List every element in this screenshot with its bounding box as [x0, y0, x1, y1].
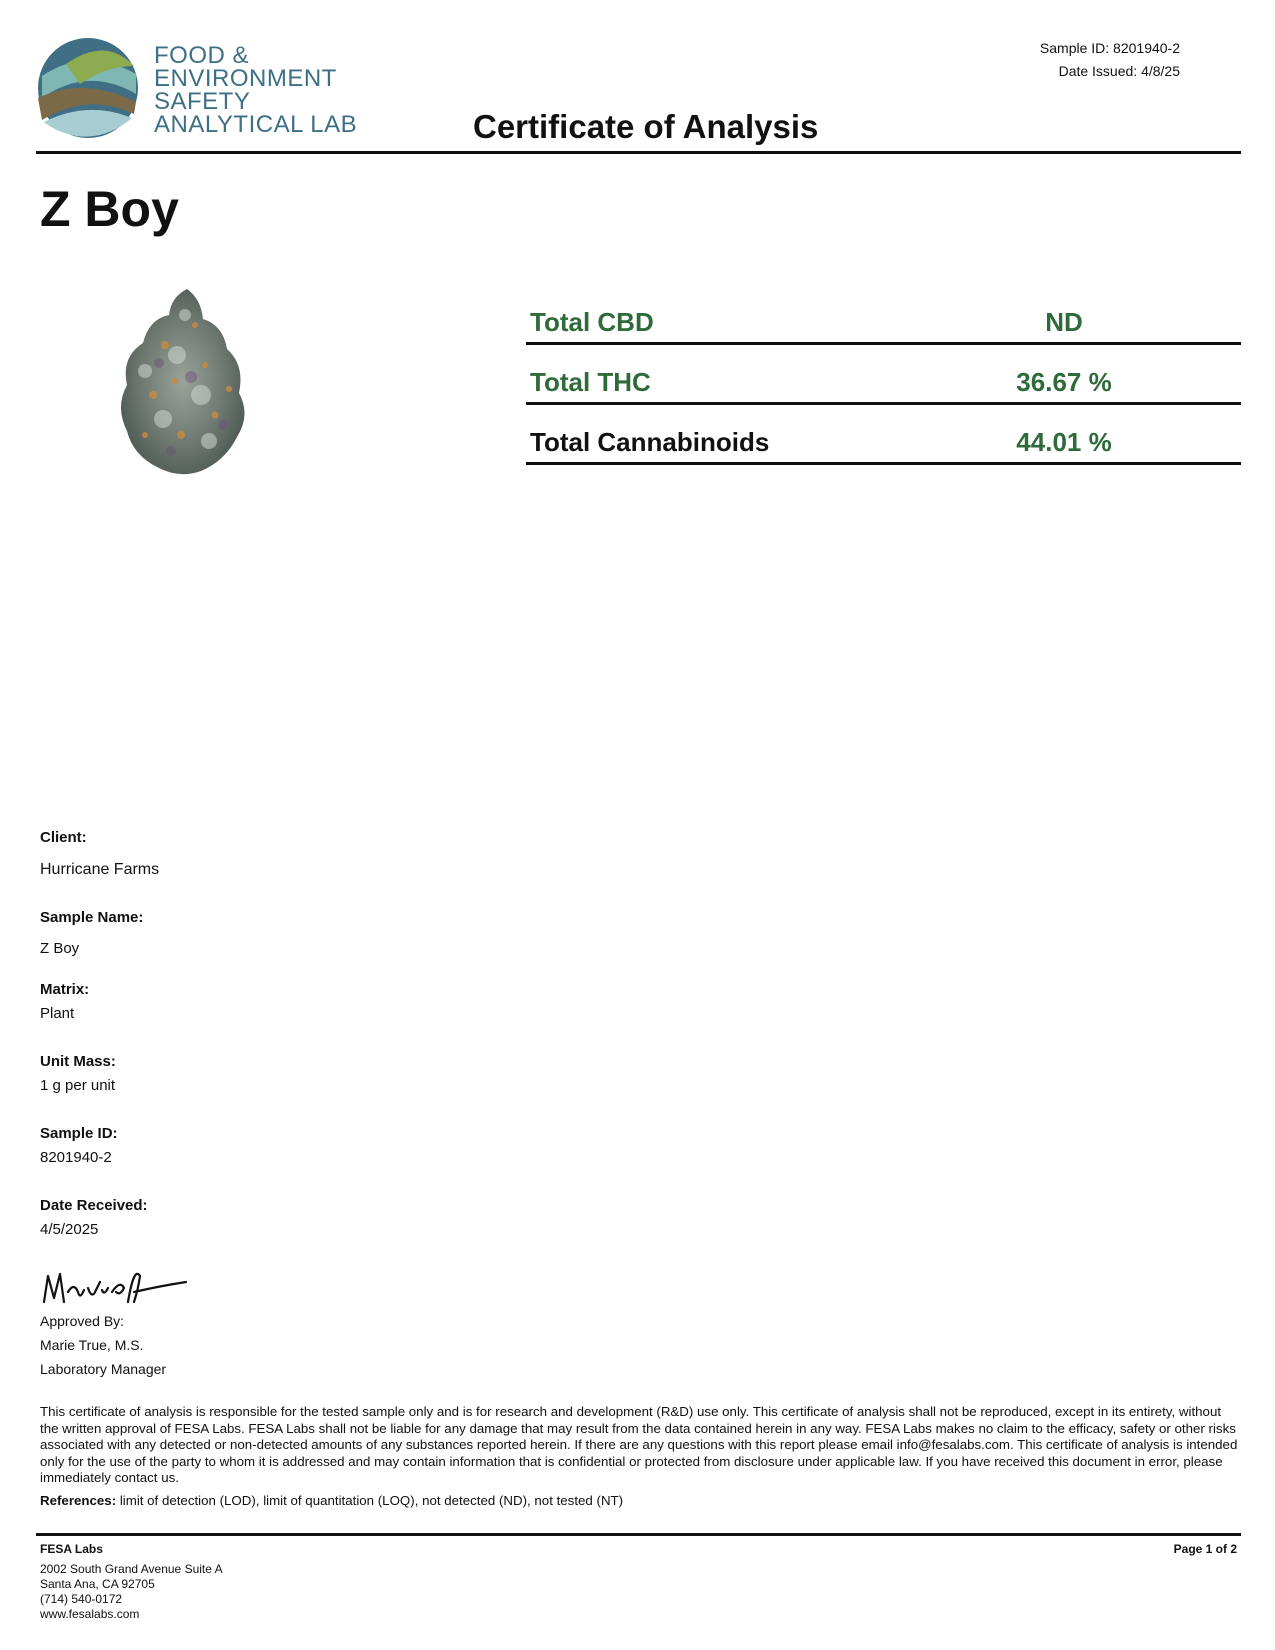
footer-address [40, 1562, 223, 1622]
document-title: Certificate of Analysis [473, 108, 819, 145]
logo-line: FOOD & [154, 42, 250, 69]
potency-row-cbd [526, 286, 1241, 345]
strain-name: Z Boy [40, 181, 179, 237]
disclaimer-text: This certificate of analysis is responsible for the tested sample only and is for research and development (R&D) use only. This certificate of analysis shall not be reproduced, except in its entirety, without the written approval of FESA Labs. FESA Labs shall not be liable for any damage that may result from the data contained herein in any way. FESA Labs makes no claim to the efficacy, safety or other risks associated with any detected or non-detected amounts of any substances reported herein. If there are any questions with this report please email info@fesalabs.com. This certificate of analysis is intended only for the use of the party to whom it is addressed and may contain information that is confidential or protected from disclosure under applicable law. If you have received this document in error, please immediately contact us. [40, 1404, 1238, 1486]
page-number: Page 1 of 2 [1173, 1542, 1237, 1556]
logo-line: ENVIRONMENT [154, 65, 337, 92]
potency-value: 44.01 % [1016, 427, 1112, 457]
sample-id-value: 8201940-2 [40, 1149, 112, 1166]
logo-line: SAFETY [154, 88, 251, 115]
sample-name-value: Z Boy [40, 940, 80, 957]
potency-value: 36.67 % [1016, 367, 1112, 397]
client-value: Hurricane Farms [40, 861, 160, 878]
matrix-label: Matrix: [40, 981, 90, 998]
header-divider [36, 151, 1241, 154]
signature-icon [40, 1262, 190, 1310]
approver-name: Marie True, M.S. [40, 1337, 144, 1353]
references-line [40, 1493, 623, 1508]
client-label: Client: [40, 829, 87, 846]
potency-value: ND [1045, 307, 1083, 337]
lab-logo-text [154, 44, 357, 136]
sample-name-label: Sample Name: [40, 909, 144, 926]
header-sample-id: Sample ID: 8201940-2 [1039, 40, 1180, 56]
approver-role: Laboratory Manager [40, 1361, 167, 1377]
matrix-value: Plant [40, 1005, 75, 1022]
address-line: Santa Ana, CA 92705 [40, 1577, 155, 1591]
date-received-label: Date Received: [40, 1197, 148, 1214]
potency-label: Total THC [530, 367, 651, 397]
address-line: (714) 540-0172 [40, 1592, 123, 1606]
potency-label: Total CBD [530, 307, 654, 337]
logo-line: ANALYTICAL LAB [154, 111, 358, 138]
website-link[interactable]: www.fesalabs.com [40, 1607, 140, 1621]
product-photo [105, 285, 270, 480]
sample-id-label: Sample ID: [40, 1125, 118, 1142]
footer-divider [36, 1533, 1241, 1536]
address-line: 2002 South Grand Avenue Suite A [40, 1562, 223, 1576]
potency-row-total-cannabinoids [526, 406, 1241, 465]
unit-mass-label: Unit Mass: [40, 1053, 116, 1070]
potency-label: Total Cannabinoids [530, 427, 770, 457]
potency-row-thc [526, 346, 1241, 405]
approved-by-label: Approved By: [40, 1313, 125, 1329]
references-label: References: [40, 1493, 117, 1508]
footer-lab-name: FESA Labs [40, 1542, 103, 1556]
header-date-issued: Date Issued: 4/8/25 [1058, 63, 1180, 79]
unit-mass-value: 1 g per unit [40, 1077, 116, 1094]
date-received-value: 4/5/2025 [40, 1221, 99, 1238]
references-text: limit of detection (LOD), limit of quantitation (LOQ), not detected (ND), not tested (NT) [116, 1493, 624, 1508]
